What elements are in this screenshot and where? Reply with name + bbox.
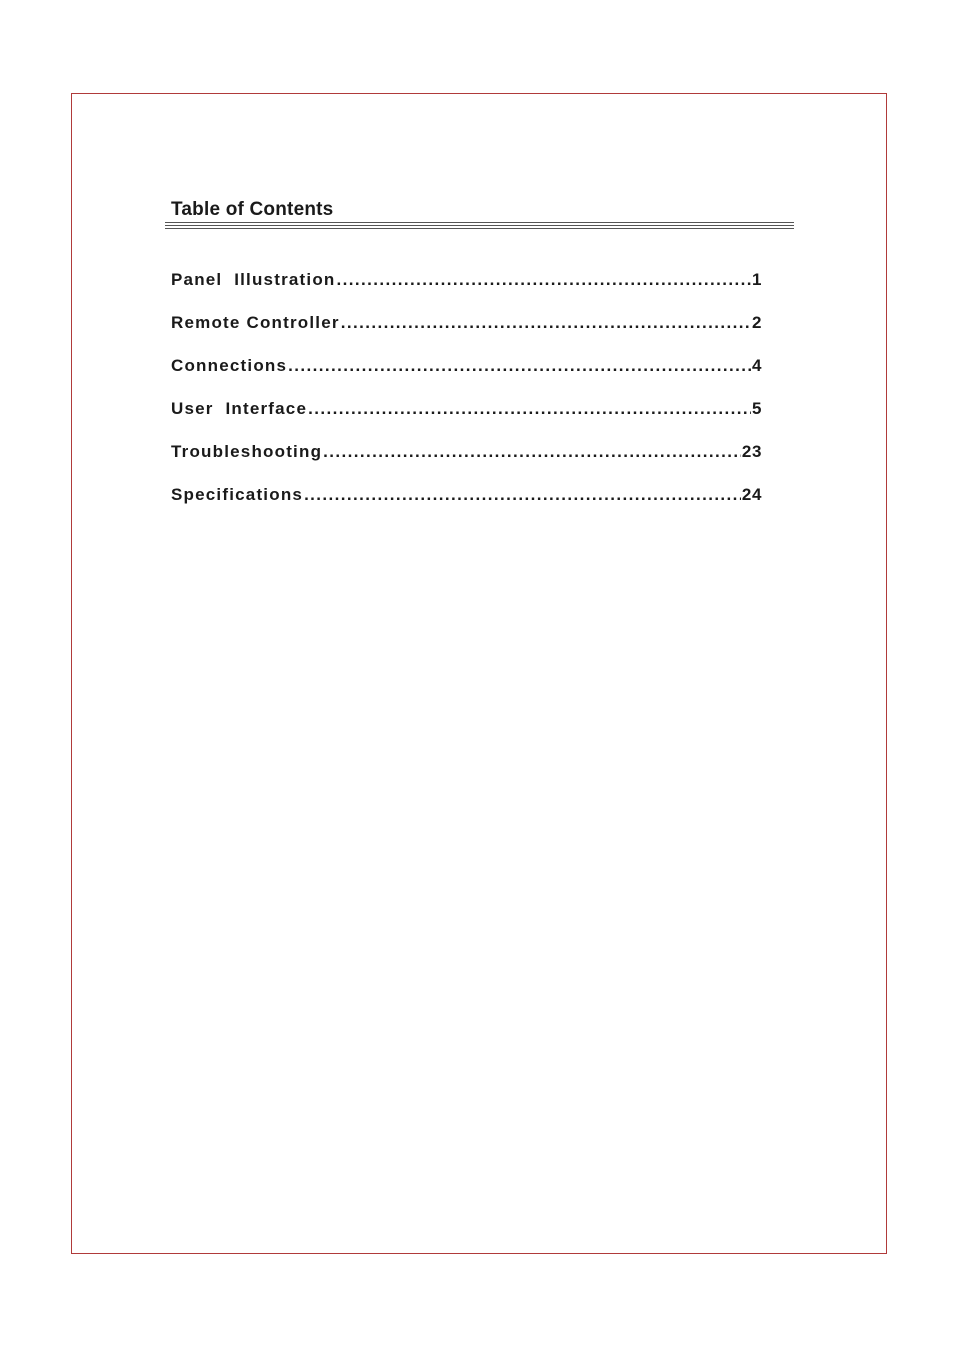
title-double-rule: [165, 222, 794, 230]
toc-title: Table of Contents: [171, 199, 334, 220]
toc-entry-label: User Interface: [171, 399, 308, 418]
toc-entry-label: Troubleshooting: [171, 442, 323, 461]
toc-list: [171, 268, 762, 526]
toc-dot-leader: [341, 311, 751, 335]
toc-entry-page: 23: [741, 442, 762, 461]
toc-entry-label: Specifications: [171, 485, 304, 504]
toc-dot-leader: [337, 268, 751, 292]
toc-entry-page: 1: [751, 270, 762, 289]
title-rule-line-middle: [165, 225, 794, 226]
toc-dot-leader: [308, 397, 751, 421]
toc-entry-user-interface[interactable]: [171, 397, 762, 440]
toc-entry-remote-controller[interactable]: [171, 311, 762, 354]
toc-dot-leader: [323, 440, 741, 464]
toc-entry-page: 5: [751, 399, 762, 418]
toc-dot-leader: [304, 483, 741, 507]
title-rule-line-top: [165, 222, 794, 223]
toc-entry-panel-illustration[interactable]: [171, 268, 762, 311]
toc-dot-leader: [288, 354, 751, 378]
toc-entry-label: Remote Controller: [171, 313, 340, 332]
toc-entry-label: Panel Illustration: [171, 270, 336, 289]
title-rule-line-bottom: [165, 228, 794, 229]
toc-entry-label: Connections: [171, 356, 288, 375]
toc-entry-specifications[interactable]: [171, 483, 762, 526]
toc-entry-connections[interactable]: [171, 354, 762, 397]
toc-entry-troubleshooting[interactable]: [171, 440, 762, 483]
toc-entry-page: 4: [751, 356, 762, 375]
toc-entry-page: 2: [751, 313, 762, 332]
toc-entry-page: 24: [741, 485, 762, 504]
